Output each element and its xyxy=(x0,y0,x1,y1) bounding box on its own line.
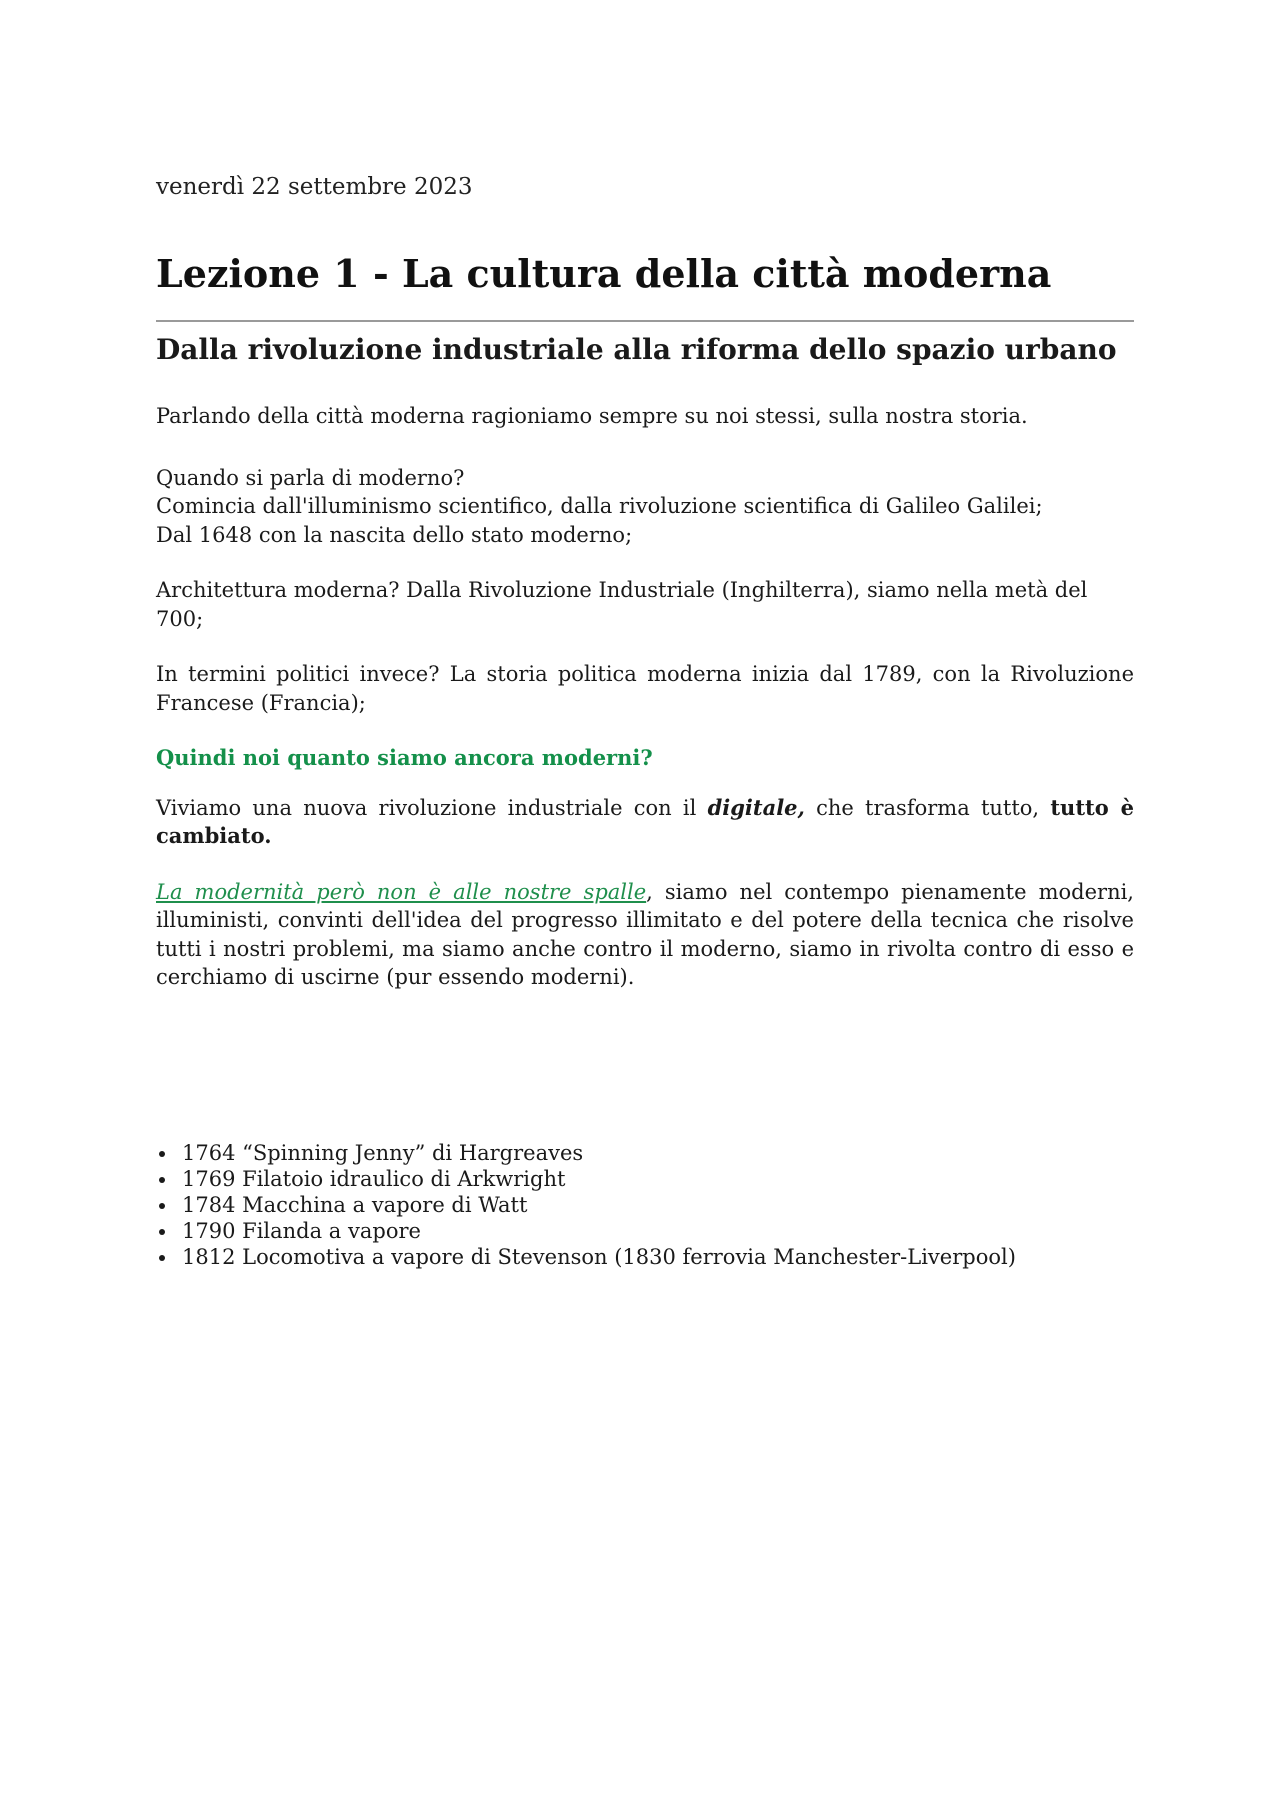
architecture-paragraph: Architettura moderna? Dalla Rivoluzione Industriale (Inghilterra), siamo nella metà del 700; xyxy=(156,578,1088,631)
bullet-icon xyxy=(159,1203,165,1209)
page-date: venerdì 22 settembre 2023 xyxy=(156,174,473,200)
digital-text-pre: Viviamo una nuova rivoluzione industriale con il xyxy=(156,795,708,820)
list-item xyxy=(156,1192,1134,1218)
digital-text-mid: che trasforma tutto, xyxy=(804,795,1051,820)
when-question: Quando si parla di moderno? xyxy=(156,465,465,490)
list-item xyxy=(156,1218,1134,1244)
when-answer-2: Dal 1648 con la nascita dello stato moderno; xyxy=(156,522,633,547)
bullet-icon xyxy=(159,1177,165,1183)
modernity-link[interactable]: La modernità però non è alle nostre spalle xyxy=(156,879,647,904)
when-block xyxy=(156,464,1134,550)
green-heading: Quindi noi quanto siamo ancora moderni? xyxy=(156,745,653,770)
timeline-list xyxy=(156,1140,1134,1270)
list-item xyxy=(156,1140,1134,1166)
bullet-icon xyxy=(159,1151,165,1157)
list-item-text: 1812 Locomotiva a vapore di Stevenson (1830 ferrovia Manchester-Liverpool) xyxy=(182,1244,1016,1269)
list-item-text: 1790 Filanda a vapore xyxy=(182,1218,421,1243)
list-item-text: 1769 Filatoio idraulico di Arkwright xyxy=(182,1166,566,1191)
list-item xyxy=(156,1166,1134,1192)
digital-emphasis: digitale, xyxy=(707,794,805,820)
page-content xyxy=(156,172,1134,1270)
bullet-icon xyxy=(159,1255,165,1261)
page-subtitle: Dalla rivoluzione industriale alla riforma dello spazio urbano xyxy=(156,333,1117,366)
politics-paragraph: In termini politici invece? La storia politica moderna inizia dal 1789, con la Rivoluzione Francese (Francia); xyxy=(156,662,1134,715)
page-title: Lezione 1 - La cultura della città moderna xyxy=(156,251,1052,296)
when-answer-1: Comincia dall'illuminismo scientifico, dalla rivoluzione scientifica di Galileo Galilei; xyxy=(156,494,1043,518)
modernity-paragraph xyxy=(156,878,1134,992)
intro-paragraph: Parlando della città moderna ragioniamo sempre su noi stessi, sulla nostra storia. xyxy=(156,404,1028,428)
list-item-text: 1764 “Spinning Jenny” di Hargreaves xyxy=(182,1140,584,1165)
modernity-text: , siamo nel contempo pienamente moderni, illuministi, convinti dell'idea del progresso illimitato e del potere della tecnica che risolve tutti i nostri problemi, ma siamo anche contro il moderno, siamo in rivolta contro di esso e cerchiamo di uscirne (pur essendo moderni). xyxy=(156,879,1134,989)
digital-paragraph xyxy=(156,794,1134,851)
title-divider xyxy=(156,320,1134,322)
list-item-text: 1784 Macchina a vapore di Watt xyxy=(182,1192,528,1217)
list-item xyxy=(156,1244,1134,1270)
digital-bold-text: tutto è cambiato. xyxy=(156,794,1134,848)
bullet-icon xyxy=(159,1229,165,1235)
